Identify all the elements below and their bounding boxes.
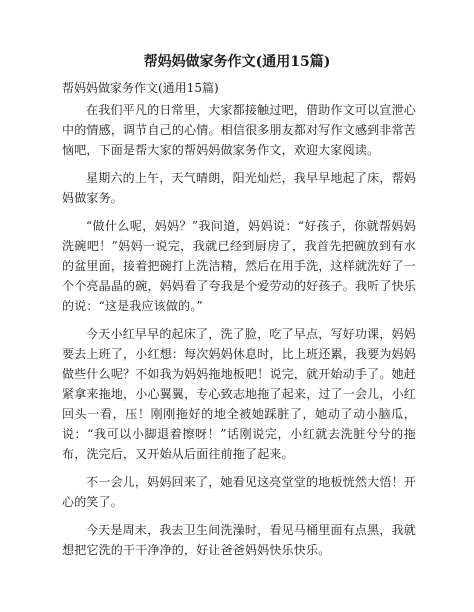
paragraph-weekend-toilet: 今天是周末，我去卫生间洗澡时，看见马桶里面有点黑，我就想把它洗的干干净净的，好让爸爸妈妈快乐快乐。	[62, 523, 416, 557]
document-body	[62, 78, 416, 568]
paragraph-intro: 在我们平凡的日常里，大家都接触过吧，借助作文可以宣泄心中的情感，调节自己的心情。相信很多朋友都对写作文感到非常苦恼吧，下面是帮大家的帮妈妈做家务作文，欢迎大家阅读。	[62, 103, 416, 157]
document-subtitle: 帮妈妈做家务作文(通用15篇)	[62, 81, 219, 95]
document-title: 帮妈妈做家务作文(通用15篇)	[143, 54, 331, 70]
paragraph-mop-floor: 今天小红早早的起床了，洗了脸，吃了早点，写好功课，妈妈要去上班了，小红想：每次妈妈休息时，比上班还累，我要为妈妈做些什么呢？不如我为妈妈拖地板吧！说完，就开始动手了。她赶紧拿来拖地，小心翼翼，专心致志地拖了起来，过了一会儿，小红回头一看，压！刚刚拖好的地全被她踩脏了，她动了动小脑瓜，说：“我可以小脚退着擦呀！”话刚说完，小红就去洗脏兮兮的拖布，洗完后，又开始从后面往前拖了起来。	[62, 327, 416, 461]
paragraph-saturday: 星期六的上午，天气晴朗，阳光灿烂，我早早地起了床，帮妈妈做家务。	[62, 171, 416, 205]
paragraph-wash-dishes: “做什么呢，妈妈？”我问道，妈妈说：“好孩子，你就帮妈妈洗碗吧！”妈妈一说完，我就已经到厨房了，我首先把碗放到有水的盆里面，接着把碗打上洗洁精，然后在用手洗，这样就洗好了一个个亮晶晶的碗，妈妈看了夸我是个爱劳动的好孩子。我听了快乐的说：“这是我应该做的。”	[62, 219, 416, 313]
paragraph-mom-returns: 不一会儿，妈妈回来了，她看见这亮堂堂的地板恍然大悟！开心的笑了。	[62, 475, 416, 509]
